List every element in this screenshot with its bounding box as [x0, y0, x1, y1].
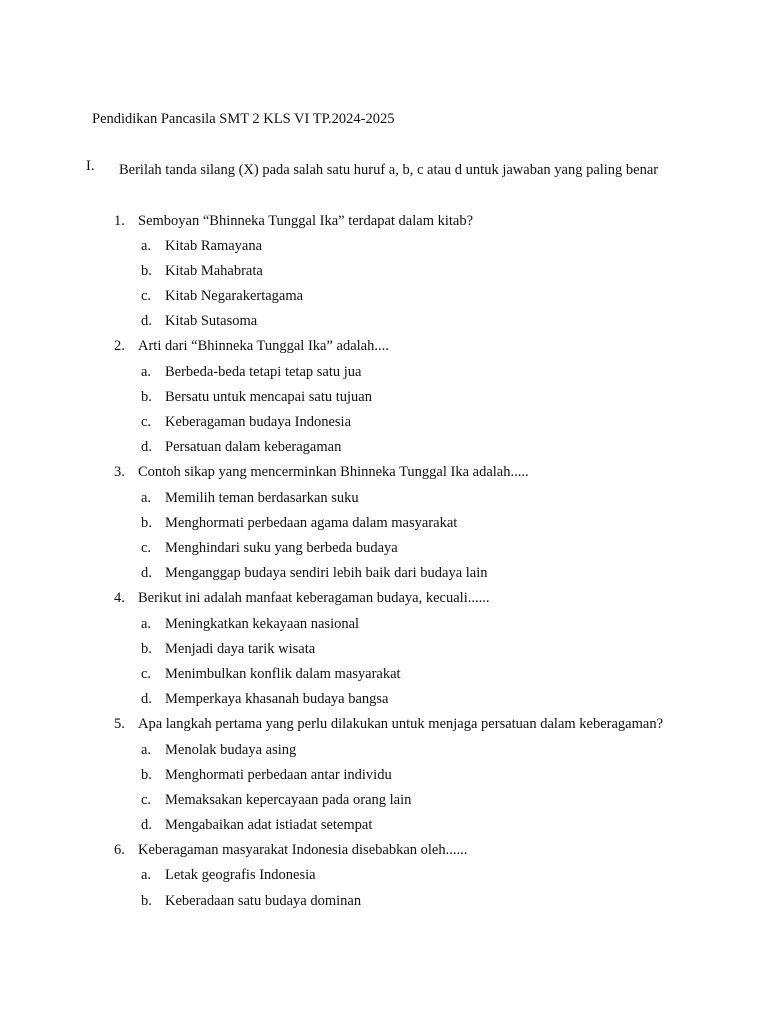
section-instruction: Berilah tanda silang (X) pada salah satu huruf a, b, c atau d untuk jawaban yang paling benar	[119, 162, 659, 178]
option-text: Kitab Ramayana	[165, 237, 263, 254]
question-text: Semboyan “Bhinneka Tunggal Ika” terdapat dalam kitab?	[138, 212, 474, 229]
question-stem	[0, 838, 768, 863]
answer-option	[0, 813, 768, 838]
option-letter: d.	[141, 691, 152, 708]
question-number: 3.	[114, 464, 125, 481]
question-stem	[0, 209, 768, 234]
answer-option	[0, 410, 768, 435]
option-text: Kitab Sutasoma	[165, 313, 258, 330]
option-letter: c.	[141, 288, 152, 305]
question-number: 4.	[114, 590, 125, 607]
option-letter: c.	[141, 791, 152, 808]
option-letter: d.	[141, 565, 152, 582]
option-text: Keberagaman budaya Indonesia	[165, 414, 352, 431]
answer-option	[0, 788, 768, 813]
option-text: Persatuan dalam keberagaman	[165, 439, 342, 456]
answer-option	[0, 738, 768, 763]
question-item	[0, 460, 768, 586]
question-number: 5.	[114, 716, 125, 733]
answer-option	[0, 561, 768, 586]
option-text: Kitab Negarakertagama	[165, 288, 304, 305]
question-stem	[0, 460, 768, 485]
option-text: Keberadaan satu budaya dominan	[165, 892, 362, 909]
answer-option	[0, 637, 768, 662]
answer-option	[0, 863, 768, 888]
question-text: Contoh sikap yang mencerminkan Bhinneka Tunggal Ika adalah.....	[138, 464, 529, 481]
option-text: Menghindari suku yang berbeda budaya	[165, 539, 398, 556]
answer-option	[0, 889, 768, 914]
option-text: Berbeda-beda tetapi tetap satu jua	[165, 363, 362, 380]
option-text: Menghormati perbedaan antar individu	[165, 766, 392, 783]
option-letter: a.	[141, 615, 152, 632]
option-letter: b.	[141, 514, 152, 531]
question-number: 6.	[114, 842, 125, 859]
option-text: Memilih teman berdasarkan suku	[165, 489, 359, 506]
option-letter: b.	[141, 766, 152, 783]
answer-option	[0, 309, 768, 334]
option-letter: b.	[141, 262, 152, 279]
option-text: Menimbulkan konflik dalam masyarakat	[165, 665, 401, 682]
option-text: Bersatu untuk mencapai satu tujuan	[165, 388, 372, 405]
question-text: Arti dari “Bhinneka Tunggal Ika” adalah....	[138, 338, 389, 355]
option-letter: a.	[141, 237, 152, 254]
question-list	[0, 209, 768, 914]
answer-option	[0, 662, 768, 687]
option-text: Menghormati perbedaan agama dalam masyarakat	[165, 514, 458, 531]
document-title: Pendidikan Pancasila SMT 2 KLS VI TP.2024-2025	[92, 111, 395, 127]
question-stem	[0, 334, 768, 359]
answer-option	[0, 360, 768, 385]
option-letter: a.	[141, 741, 152, 758]
answer-option	[0, 486, 768, 511]
question-stem	[0, 586, 768, 611]
option-letter: a.	[141, 867, 152, 884]
option-text: Mengabaikan adat istiadat setempat	[165, 817, 373, 834]
question-number: 2.	[114, 338, 125, 355]
option-text: Letak geografis Indonesia	[165, 867, 316, 884]
option-text: Menjadi daya tarik wisata	[165, 640, 316, 657]
option-letter: d.	[141, 817, 152, 834]
option-text: Memperkaya khasanah budaya bangsa	[165, 691, 389, 708]
option-text: Menganggap budaya sendiri lebih baik dari budaya lain	[165, 565, 488, 582]
option-letter: c.	[141, 414, 152, 431]
question-text: Berikut ini adalah manfaat keberagaman budaya, kecuali......	[138, 590, 490, 607]
question-item	[0, 838, 768, 914]
option-text: Meningkatkan kekayaan nasional	[165, 615, 360, 632]
answer-option	[0, 687, 768, 712]
answer-option	[0, 511, 768, 536]
option-letter: d.	[141, 439, 152, 456]
answer-option	[0, 284, 768, 309]
option-letter: b.	[141, 388, 152, 405]
option-letter: a.	[141, 363, 152, 380]
question-text: Keberagaman masyarakat Indonesia disebabkan oleh......	[138, 842, 468, 859]
option-letter: c.	[141, 665, 152, 682]
question-text: Apa langkah pertama yang perlu dilakukan untuk menjaga persatuan dalam keberagaman?	[138, 716, 664, 733]
option-letter: b.	[141, 892, 152, 909]
answer-option	[0, 536, 768, 561]
option-text: Kitab Mahabrata	[165, 262, 263, 279]
question-item	[0, 334, 768, 460]
answer-option	[0, 435, 768, 460]
answer-option	[0, 763, 768, 788]
answer-option	[0, 234, 768, 259]
question-number: 1.	[114, 212, 125, 229]
answer-option	[0, 385, 768, 410]
option-letter: c.	[141, 539, 152, 556]
answer-option	[0, 612, 768, 637]
question-item	[0, 209, 768, 335]
question-stem	[0, 712, 768, 737]
option-letter: b.	[141, 640, 152, 657]
option-letter: a.	[141, 489, 152, 506]
option-text: Memaksakan kepercayaan pada orang lain	[165, 791, 412, 808]
option-text: Menolak budaya asing	[165, 741, 297, 758]
question-item	[0, 586, 768, 712]
question-item	[0, 712, 768, 838]
section-number: I.	[86, 158, 95, 174]
answer-option	[0, 259, 768, 284]
option-letter: d.	[141, 313, 152, 330]
